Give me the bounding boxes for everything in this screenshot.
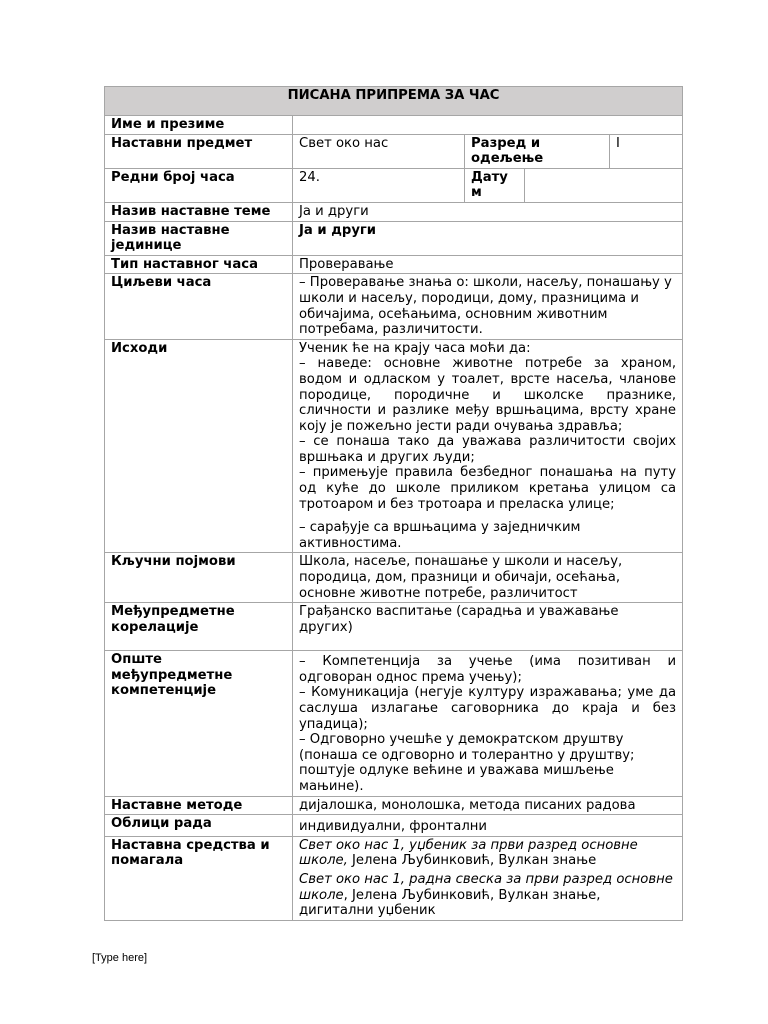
topic-value: Ја и други (293, 202, 683, 221)
row-outcomes (105, 339, 683, 553)
key-terms-label: Кључни појмови (105, 553, 293, 603)
lesson-plan-table (104, 86, 683, 921)
row-subject (105, 134, 683, 168)
date-value (525, 168, 683, 202)
outcomes-line: – примењује правила безбедног понашања на путу од куће до школе приликом кретања улицом са тротоаром и без тротоара и преласка улице; (299, 465, 677, 512)
row-materials (105, 836, 683, 920)
methods-label: Наставне методе (105, 796, 293, 815)
materials-item (299, 872, 676, 919)
materials-item-title: Свет око нас 1, радна свеска за први разред основне школе (299, 871, 673, 903)
materials-value (293, 836, 683, 920)
outcomes-label: Исходи (105, 339, 293, 553)
materials-item-rest: , Јелена Љубинковић, Вулкан знање, дигитални уџбеник (299, 887, 601, 919)
topic-label: Назив наставне теме (105, 202, 293, 221)
row-forms (105, 815, 683, 837)
forms-value: индивидуални, фронтални (293, 815, 683, 837)
row-topic (105, 202, 683, 221)
subject-value: Свет око нас (293, 134, 465, 168)
row-correlations (105, 603, 683, 651)
correlations-value: Грађанско васпитање (сарадња и уважавање других) (293, 603, 683, 651)
type-label: Тип наставног часа (105, 255, 293, 274)
correlations-label: Међупредметне корелације (105, 603, 293, 651)
methods-value: дијалошка, монолошка, метода писаних радова (293, 796, 683, 815)
row-goals (105, 274, 683, 339)
key-terms-value: Школа, насеље, понашање у школи и насељу, породица, дом, празници и обичаји, осећања, основне животне потребе, различитост (293, 553, 683, 603)
competences-line: – Компетенција за учење (има позитиван и одговоран однос према учењу); (299, 654, 677, 685)
unit-value: Ја и други (293, 221, 683, 255)
subject-label: Наставни предмет (105, 134, 293, 168)
unit-label: Назив наставне јединице (105, 221, 293, 255)
goals-value: – Проверавање знања о: школи, насељу, понашању у школи и насељу, породици, дому, празницима и обичајима, осећањима, основним животним потребама, различитости. (293, 274, 683, 339)
materials-item-rest: Јелена Љубинковић, Вулкан знање (347, 853, 597, 869)
outcomes-line: Ученик ће на крају часа моћи да: (299, 340, 531, 356)
row-key-terms (105, 553, 683, 603)
competences-line: – Комуникација (негује културу изражавања; уме да саслуша излагање саговорника до краја и без упадица); (299, 685, 677, 732)
row-name (105, 116, 683, 135)
row-lesson-number (105, 168, 683, 202)
competences-label: Опште међупредметне компетенције (105, 651, 293, 796)
row-type (105, 255, 683, 274)
row-unit (105, 221, 683, 255)
materials-label: Наставна средства и помагала (105, 836, 293, 920)
name-label: Име и презиме (105, 116, 293, 135)
competences-value (293, 651, 683, 796)
grade-value: I (610, 134, 683, 168)
lesson-number-value: 24. (293, 168, 465, 202)
row-competences (105, 651, 683, 796)
page-footer: [Type here] (92, 952, 148, 964)
outcomes-line: – се понаша тако да уважава различитости својих вршњака и других људи; (299, 434, 677, 465)
outcomes-line: – наведе: основне животне потребе за храном, водом и одласком у тоалет, врсте насеља, чланове породице, породичне и школске празнике, сличности и разлике међу вршњацима, врсту хране коју је пожељно јести ради очувања здравља; (299, 356, 677, 434)
grade-label: Разред и одељење (465, 134, 610, 168)
lesson-number-label: Редни број часа (105, 168, 293, 202)
competences-line: – Одговорно учешће у демократском друштву (понаша се одговорно и толерантно у друштву; поштује одлуке већине и уважава мишљење мањине). (299, 732, 635, 794)
materials-item-title: Свет око нас 1, уџбеник за први разред основне школе, (299, 837, 638, 869)
title-row (105, 87, 683, 116)
page-title: ПИСАНА ПРИПРЕМА ЗА ЧАС (105, 87, 683, 116)
goals-label: Циљеви часа (105, 274, 293, 339)
date-label: Датум (465, 168, 525, 202)
outcomes-line: – сарађује са вршњацима у заједничким активностима. (299, 520, 581, 551)
materials-item (299, 838, 676, 869)
type-value: Проверавање (293, 255, 683, 274)
forms-label: Облици рада (105, 815, 293, 837)
name-value (293, 116, 683, 135)
row-methods (105, 796, 683, 815)
outcomes-value (293, 339, 683, 553)
